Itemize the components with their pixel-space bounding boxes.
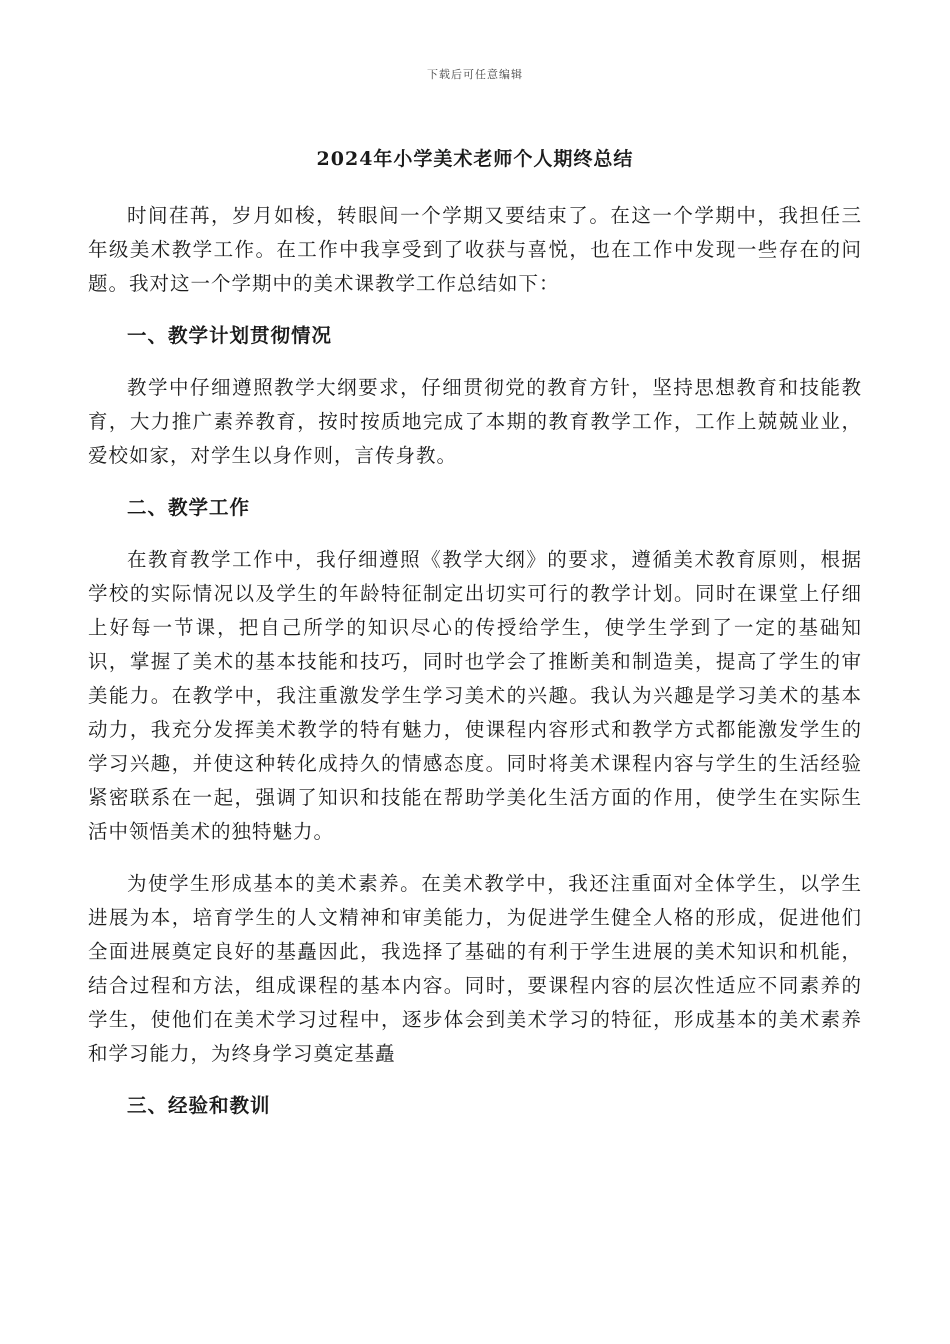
section-2-paragraph-2: 为使学生形成基本的美术素养。在美术教学中，我还注重面对全体学生，以学生进展为本，培育学生的人文精神和审美能力，为促进学生健全人格的形成，促进他们全面进展奠定良好的基矗因此，我选择了基础的有利于学生进展的美术知识和机能，结合过程和方法，组成课程的基本内容。同时，要课程内容的层次性适应不同素养的学生，使他们在美术学习过程中，逐步体会到美术学习的特征，形成基本的美术素养和学习能力，为终身学习奠定基矗 [88,872,862,1065]
document-title: 2024年小学美术老师个人期终总结 [316,148,634,170]
document-body [88,199,862,1123]
section-2-paragraph-1: 在教育教学工作中，我仔细遵照《教学大纲》的要求，遵循美术教育原则，根据学校的实际情况以及学生的年龄特征制定出切实可行的教学计划。同时在课堂上仔细上好每一节课，把自己所学的知识尽心的传授给学生，使学生学到了一定的基础知识，掌握了美术的基本技能和技巧，同时也学会了推断美和制造美，提高了学生的审美能力。在教学中，我注重激发学生学习美术的兴趣。我认为兴趣是学习美术的基本动力，我充分发挥美术教学的特有魅力，使课程内容形式和教学方式都能激发学生的学习兴趣，并使这种转化成持久的情感态度。同时将美术课程内容与学生的生活经验紧密联系在一起，强调了知识和技能在帮助学美化生活方面的作用，使学生在实际生活中领悟美术的独特魅力。 [88,548,862,843]
section-1-paragraph-1: 教学中仔细遵照教学大纲要求，仔细贯彻党的教育方针，坚持思想教育和技能教育，大力推广素养教育，按时按质地完成了本期的教育教学工作，工作上兢兢业业，爱校如家，对学生以身作则，言传身教。 [88,376,862,467]
header-note: 下载后可任意编辑 [427,68,523,81]
intro-paragraph: 时间荏苒，岁月如梭，转眼间一个学期又要结束了。在这一个学期中，我担任三年级美术教学工作。在工作中我享受到了收获与喜悦，也在工作中发现一些存在的问题。我对这一个学期中的美术课教学工作总结如下： [88,204,862,295]
section-heading-2: 二、教学工作 [127,496,251,519]
section-heading-3: 三、经验和教训 [127,1094,271,1117]
section-heading-1: 一、教学计划贯彻情况 [127,324,333,347]
